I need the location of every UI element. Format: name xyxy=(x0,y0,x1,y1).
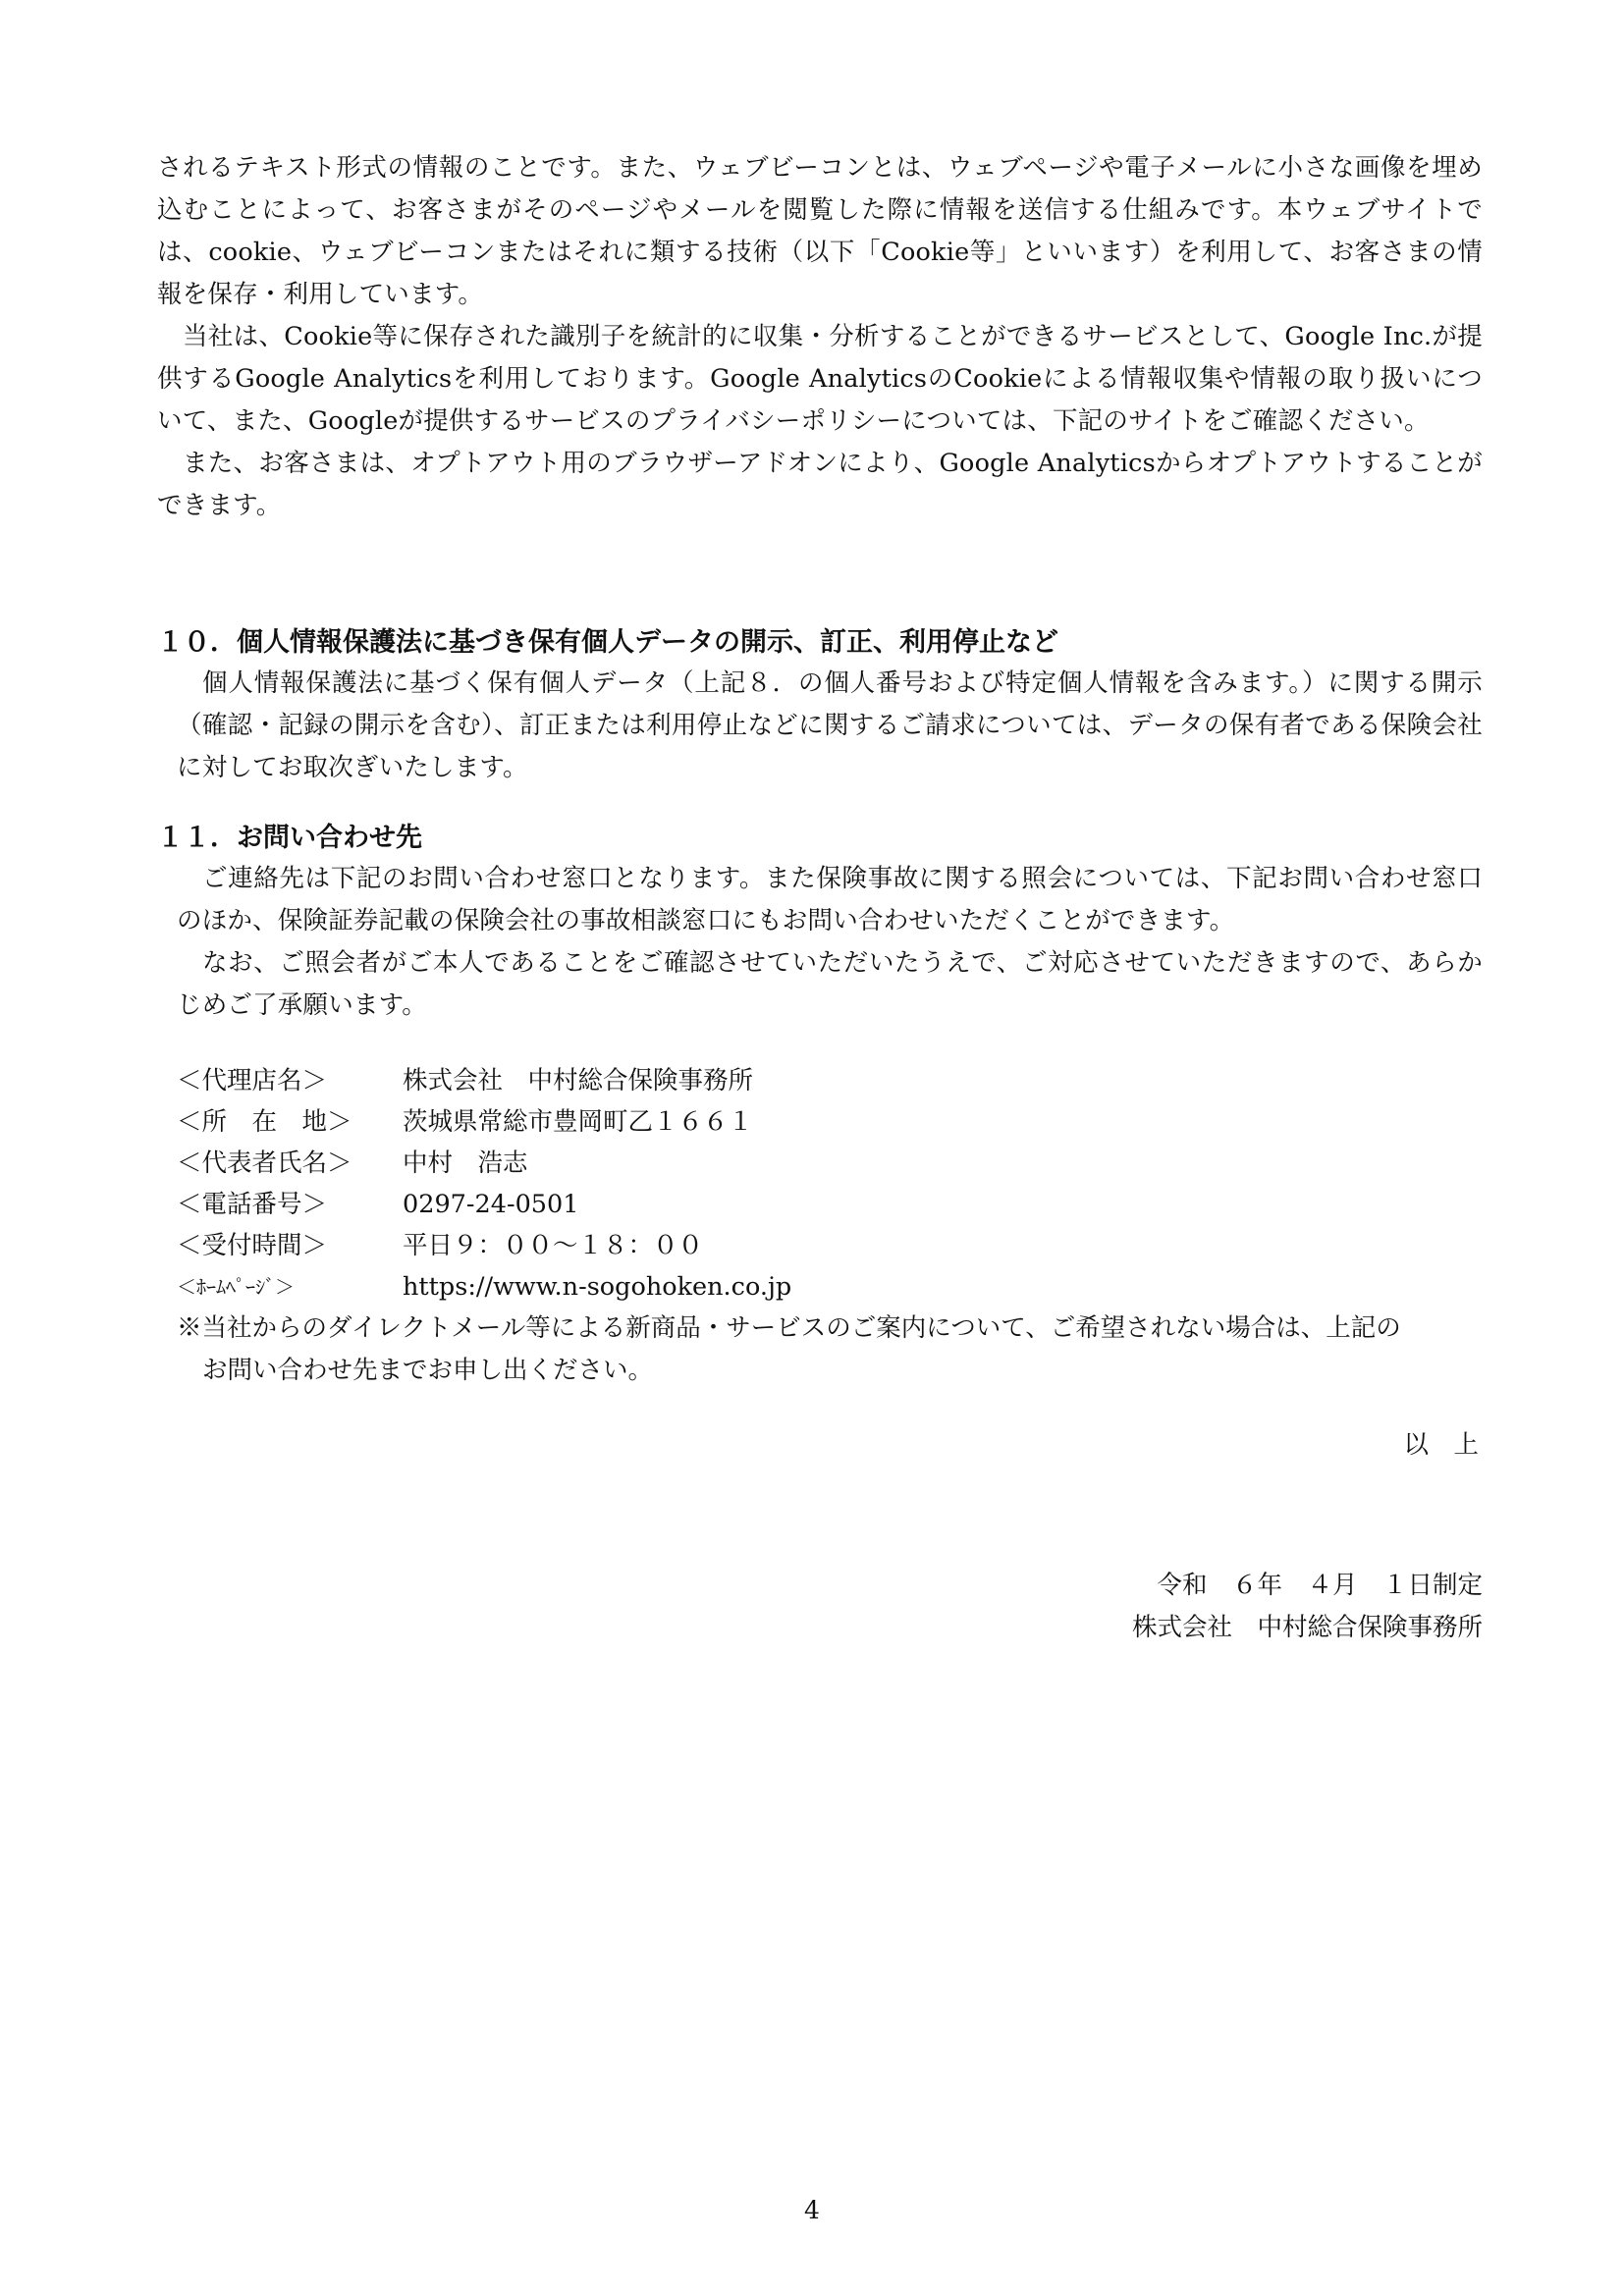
section-11-body-1: ご連絡先は下記のお問い合わせ窓口となります。また保険事故に関する照会については、下記お問い合わせ窓口のほか、保険証券記載の保険会社の事故相談窓口にもお問い合わせいただくことができます。 xyxy=(177,864,1483,935)
section-10-body: 個人情報保護法に基づく保有個人データ（上記８．の個人番号および特定個人情報を含みます。）に関する開示（確認・記録の開示を含む）、訂正または利用停止などに関するご請求については、データの保有者である保険会社に対してお取次ぎいたします。 xyxy=(177,668,1483,782)
page-number: 4 xyxy=(804,2196,820,2224)
direct-mail-note-continued: お問い合わせ先までお申し出ください。 xyxy=(202,1356,654,1385)
agency-value: 株式会社 中村総合保険事務所 xyxy=(403,1066,754,1095)
enactment-date: 令和 ６年 ４月 １日制定 xyxy=(1157,1571,1483,1600)
direct-mail-note: ※当社からのダイレクトメール等による新商品・サービスのご案内について、ご希望されない場合は、上記の xyxy=(177,1313,1401,1343)
spacer xyxy=(157,1392,1483,1425)
closing-mark: 以 上 xyxy=(1403,1430,1479,1460)
representative-label: ＜代表者氏名＞ xyxy=(177,1148,352,1178)
phone-value: 0297-24-0501 xyxy=(403,1190,579,1219)
homepage-row xyxy=(157,1266,1483,1308)
section-11-body-2: なお、ご照会者がご本人であることをご確認させていただいたうえで、ご対応させていただきますので、あらかじめご了承願います。 xyxy=(177,948,1483,1020)
spacer xyxy=(157,789,1483,819)
address-value: 茨城県常総市豊岡町乙１６６１ xyxy=(403,1107,754,1137)
phone-row xyxy=(157,1184,1483,1225)
homepage-link[interactable]: https://www.n-sogohoken.co.jp xyxy=(403,1272,792,1302)
representative-value: 中村 浩志 xyxy=(403,1148,528,1178)
address-row xyxy=(157,1101,1483,1143)
homepage-label: ＜ﾎｰﾑﾍﾟｰｼﾞ＞ xyxy=(177,1275,295,1299)
company-name: 株式会社 中村総合保険事務所 xyxy=(1131,1613,1483,1642)
opt-out-paragraph: また、お客さまは、オプトアウト用のブラウザーアドオンにより、Google Analyticsからオプトアウトすることができます。 xyxy=(157,449,1483,520)
address-label: ＜所 在 地＞ xyxy=(177,1107,352,1137)
section-10-heading: １０．個人情報保護法に基づき保有個人データの開示、訂正、利用停止など xyxy=(157,627,1058,658)
spacer xyxy=(157,1027,1483,1060)
spacer xyxy=(157,527,1483,623)
section-11-heading: １１．お問い合わせ先 xyxy=(157,823,422,853)
hours-row xyxy=(157,1225,1483,1266)
representative-row xyxy=(157,1143,1483,1184)
phone-label: ＜電話番号＞ xyxy=(177,1190,328,1219)
google-analytics-paragraph: 当社は、Cookie等に保存された識別子を統計的に収集・分析することができるサービスとして、Google Inc.が提供するGoogle Analyticsを利用しております。Google AnalyticsのCookieによる情報収集や情報の取り扱いについて、また、Googleが提供するサービスのプライバシーポリシーについては、下記のサイトをご確認ください。 xyxy=(157,322,1483,436)
hours-value: 平日９：００～１８：００ xyxy=(403,1231,704,1260)
agency-label: ＜代理店名＞ xyxy=(177,1066,328,1095)
document-body xyxy=(157,147,1483,1465)
hours-label: ＜受付時間＞ xyxy=(177,1231,328,1260)
cookie-paragraph: されるテキスト形式の情報のことです。また、ウェブビーコンとは、ウェブページや電子メールに小さな画像を埋め込むことによって、お客さまがそのページやメールを閲覧した際に情報を送信する仕組みです。本ウェブサイトでは、cookie、ウェブビーコンまたはそれに類する技術（以下「Cookie等」といいます）を利用して、お客さまの情報を保存・利用しています。 xyxy=(157,153,1483,309)
agency-row xyxy=(157,1060,1483,1101)
enactment-signature xyxy=(1132,1565,1483,1649)
